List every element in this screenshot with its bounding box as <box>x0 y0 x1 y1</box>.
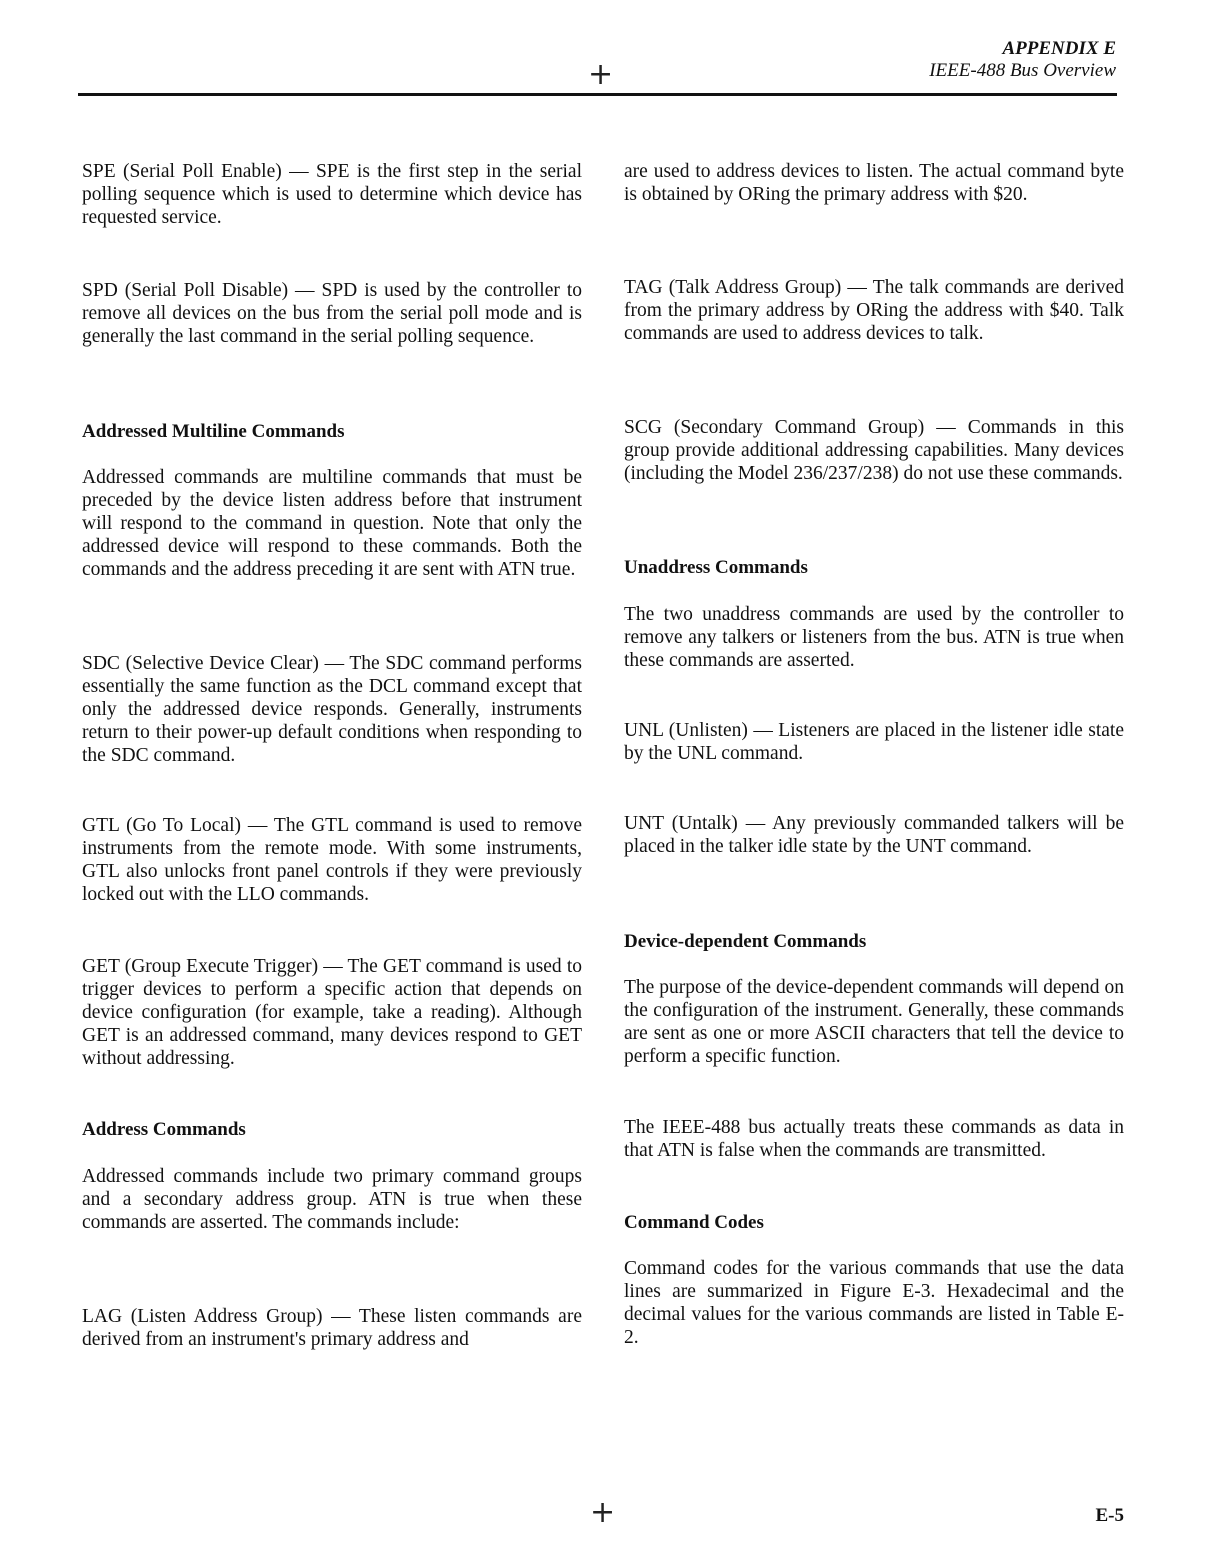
command-codes-paragraph: Command codes for the various commands that use the data lines are summarized in Figure E-3. Hexadecimal and the decimal values for the various commands are listed in Table E-2. <box>624 1258 1124 1348</box>
spd-paragraph: SPD (Serial Poll Disable) — SPD is used by the controller to remove all devices on the bus from the serial poll mode and is generally the last command in the serial polling sequence. <box>82 280 582 347</box>
address-commands-paragraph: Addressed commands include two primary command groups and a secondary address group. ATN is true when these commands are asserted. The commands include: <box>82 1166 582 1233</box>
ieee-data-paragraph: The IEEE-488 bus actually treats these commands as data in that ATN is false when the commands are transmitted. <box>624 1117 1124 1161</box>
unt-paragraph: UNT (Untalk) — Any previously commanded talkers will be placed in the talker idle state by the UNT command. <box>624 813 1124 857</box>
header-rule <box>78 93 1117 96</box>
gtl-paragraph: GTL (Go To Local) — The GTL command is used to remove instruments from the remote mode. With some instruments, GTL also unlocks front panel controls if they were previously locked out with the LLO commands. <box>82 815 582 905</box>
scg-paragraph: SCG (Secondary Command Group) — Commands in this group provide additional addressing capabilities. Many devices (including the Model 236/237/238) do not use these commands. <box>624 417 1124 484</box>
get-paragraph: GET (Group Execute Trigger) — The GET command is used to trigger devices to perform a specific action that depends on device configuration (for example, take a reading). Although GET is an addressed command, many devices respond to GET without addressing. <box>82 956 582 1069</box>
addressed-multiline-paragraph: Addressed commands are multiline commands that must be preceded by the device listen address before that instrument will respond to the command in question. Note that only the addressed device will respond to these commands. Both the commands and the address preceding it are sent with ATN true. <box>82 467 582 580</box>
address-commands-heading: Address Commands <box>82 1119 246 1140</box>
unaddress-commands-paragraph: The two unaddress commands are used by the controller to remove any talkers or listeners from the bus. ATN is true when these commands are asserted. <box>624 604 1124 671</box>
page-number: E-5 <box>1095 1505 1124 1526</box>
lag-continued-paragraph: are used to address devices to listen. The actual command byte is obtained by ORing the primary address with $20. <box>624 161 1124 205</box>
registration-mark-bottom-icon: + <box>590 1495 616 1530</box>
device-dependent-paragraph: The purpose of the device-dependent commands will depend on the configuration of the instrument. Generally, these commands are sent as one or more ASCII characters that tell the device to perform a specific function. <box>624 977 1124 1067</box>
registration-mark-top-icon: + <box>588 57 614 92</box>
spe-paragraph: SPE (Serial Poll Enable) — SPE is the first step in the serial polling sequence which is used to determine which device has requested service. <box>82 161 582 228</box>
section-title: IEEE-488 Bus Overview <box>929 60 1116 81</box>
command-codes-heading: Command Codes <box>624 1212 764 1233</box>
unl-paragraph: UNL (Unlisten) — Listeners are placed in the listener idle state by the UNL command. <box>624 720 1124 764</box>
unaddress-commands-heading: Unaddress Commands <box>624 557 808 578</box>
addressed-multiline-heading: Addressed Multiline Commands <box>82 421 345 442</box>
lag-paragraph: LAG (Listen Address Group) — These listen commands are derived from an instrument's primary address and <box>82 1306 582 1350</box>
device-dependent-heading: Device-dependent Commands <box>624 931 867 952</box>
appendix-label: APPENDIX E <box>1002 38 1116 59</box>
sdc-paragraph: SDC (Selective Device Clear) — The SDC command performs essentially the same function as the DCL command except that only the addressed device responds. Generally, instruments return to their power-up default conditions when responding to the SDC command. <box>82 653 582 766</box>
tag-paragraph: TAG (Talk Address Group) — The talk commands are derived from the primary address by ORing the address with $40. Talk commands are used to address devices to talk. <box>624 277 1124 344</box>
page-header <box>929 38 1116 82</box>
